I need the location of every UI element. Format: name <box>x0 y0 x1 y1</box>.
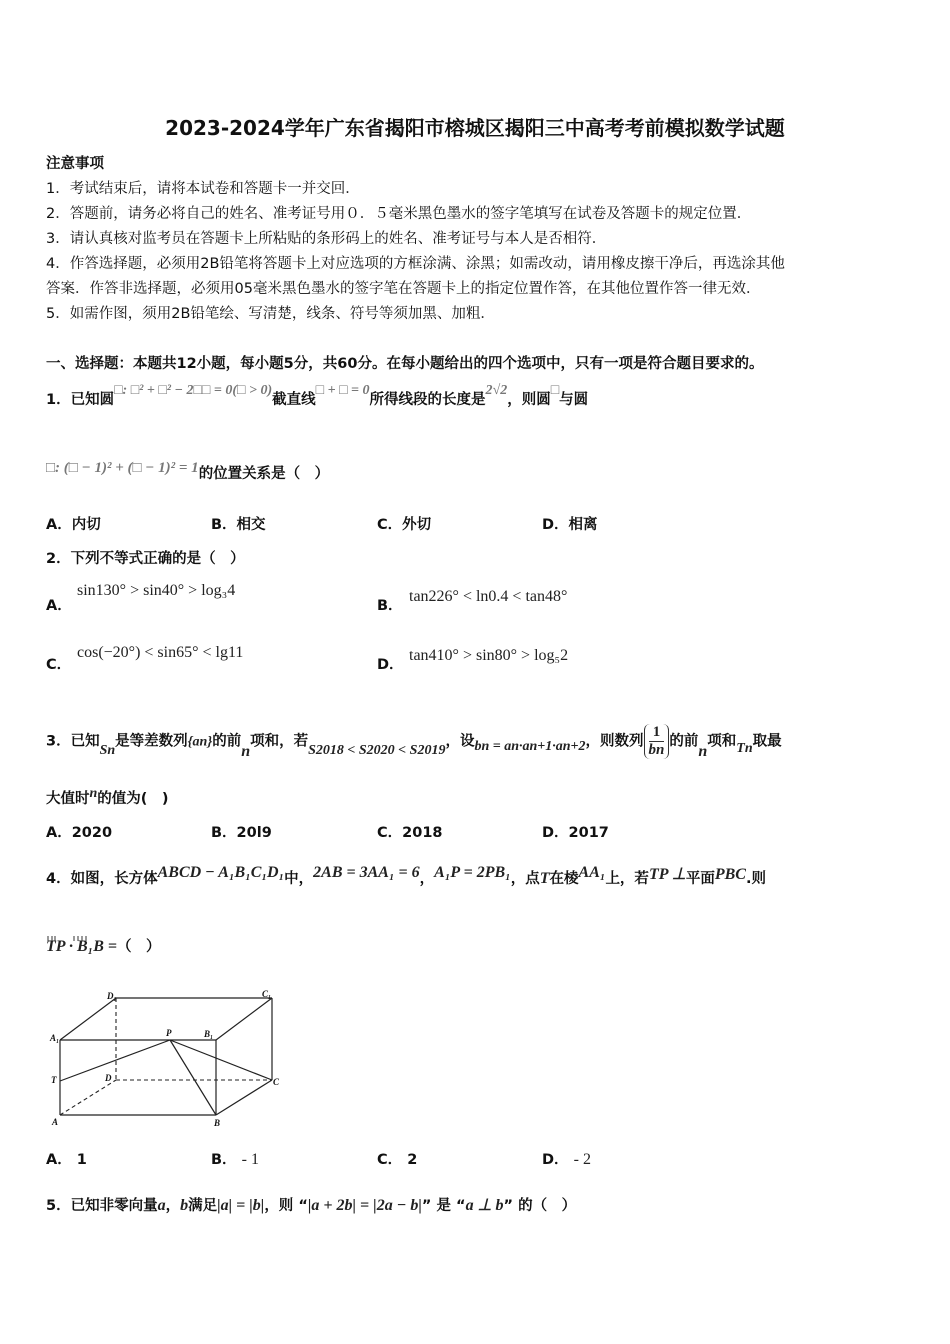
q4-a1p: A₁P = 2PB₁ <box>434 864 511 881</box>
notice-item: 3．请认真核对监考员在答题卡上所粘贴的条形码上的姓名、准考证号与本人是否相符． <box>46 231 607 247</box>
q3-sn: Sn <box>99 742 116 758</box>
label-b1: B₁ <box>204 1029 214 1039</box>
q4-ratio: 2AB = 3AA₁ = 6 <box>313 864 420 881</box>
q5-perp: a ⊥ b <box>465 1197 504 1214</box>
q1-line-eq: □ + □ = 0 <box>315 383 370 398</box>
q4-text-line2: TP · B₁B =（ ） <box>46 938 161 955</box>
q5-condition: |a + 2b| = |2a − b| <box>307 1197 422 1214</box>
q2-stem: 2．下列不等式正确的是（ ） <box>46 551 245 567</box>
q1-circle2-eq: □: (□ − 1)² + (□ − 1)² = 1 <box>46 460 199 476</box>
notice-heading: 注意事项 <box>46 156 104 172</box>
q2-option-a: sin130° > sin40° > log₃4 <box>77 582 236 599</box>
label-a: A <box>52 1117 59 1127</box>
q1-option-b: B．相交 <box>211 517 266 533</box>
notice-item: 5．如需作图，须用2B铅笔绘、写清楚，线条、符号等须加黑、加粗． <box>46 306 495 322</box>
label-c1: C₁ <box>262 989 272 999</box>
label-t: T <box>51 1075 57 1085</box>
q2-option-b-label: B． <box>377 598 403 614</box>
q3-option-b: B．20l9 <box>211 825 272 841</box>
q3-option-c: C．2018 <box>377 825 443 841</box>
q1-text: 1．已知圆□: □² + □² − 2□□ = 0(□ > 0)截直线□ + □ = 0所得线段的长度是2√2，则圆□与圆 <box>46 383 589 408</box>
q2-option-a-label: A． <box>46 598 72 614</box>
q5-text: 5．已知非零向量a，b满足|a| = |b|，则 “|a + 2b| = |2a − b|” 是 “a ⊥ b” 的（ ） <box>46 1197 577 1214</box>
q3-text: 3．已知Sn是等差数列{an}的前n项和，若S2018 < S2020 < S2019，设bn = an·an+1·an+2，则数列 $\frac{1}{bn}$ 的前n项和Tn取最 <box>46 724 782 760</box>
label-d: D <box>105 1073 112 1083</box>
q3-bn: bn = an·an+1·an+2 <box>474 738 586 754</box>
q1-option-a: A．内切 <box>46 517 101 533</box>
notice-item: 1．考试结束后，请将本试卷和答题卡一并交回． <box>46 181 360 197</box>
q4-option-a: A． 1 <box>46 1152 87 1168</box>
q3-s-ineq: S2018 < S2020 < S2019 <box>308 742 446 758</box>
q2-option-b: tan226° < ln0.4 < tan48° <box>409 588 568 605</box>
q1-option-c: C．外切 <box>377 517 432 533</box>
cuboid-figure <box>44 985 289 1130</box>
q3-an: {an} <box>187 734 213 750</box>
q3-option-d: D．2017 <box>542 825 609 841</box>
label-c: C <box>273 1077 280 1087</box>
q3-fraction: $\frac{1}{bn}$ <box>644 724 670 759</box>
q4-option-b: B． - 1 <box>211 1151 259 1168</box>
section-heading: 一、选择题：本题共12小题，每小题5分，共60分。在每小题给出的四个选项中，只有一项是符合题目要求的。 <box>46 356 764 372</box>
q5-norm-eq: |a| = |b| <box>217 1197 265 1214</box>
q4-text: 4．如图，长方体ABCD − A₁B₁C₁D₁中，2AB = 3AA₁ = 6，A₁P = 2PB₁，点T在棱AA₁上，若TP ⊥平面PBC.则 <box>46 864 766 887</box>
notice-item: 答案．作答非选择题，必须用05毫米黑色墨水的签字笔在答题卡上的指定位置作答，在其他位置作答一律无效． <box>46 281 761 297</box>
label-a1: A₁ <box>50 1033 60 1043</box>
notice-item: 2．答题前，请务必将自己的姓名、准考证号用０．５毫米黑色墨水的签字笔填写在试卷及答题卡的规定位置． <box>46 206 752 222</box>
label-b: B <box>214 1118 221 1128</box>
page-title: 2023-2024学年广东省揭阳市榕城区揭阳三中高考考前模拟数学试题 <box>165 116 785 140</box>
q4-option-c: C． 2 <box>377 1152 418 1168</box>
label-p: P <box>166 1028 172 1038</box>
q2-option-d-label: D． <box>377 657 404 673</box>
q2-option-d: tan410° > sin80° > log₅2 <box>409 647 569 664</box>
q1-length: 2√2 <box>485 383 508 398</box>
notice-item: 4．作答选择题，必须用2B铅笔将答题卡上对应选项的方框涂满、涂黑；如需改动，请用橡皮擦干净后，再选涂其他 <box>46 256 785 272</box>
label-d1: D₁ <box>107 991 117 1001</box>
q3-option-a: A．2020 <box>46 825 113 841</box>
q1-option-d: D．相离 <box>542 517 598 533</box>
q4-option-d: D． - 2 <box>542 1151 591 1168</box>
q1-text-line2: □: (□ − 1)² + (□ − 1)² = 1的位置关系是（ ） <box>46 460 330 482</box>
q2-option-c: cos(−20°) < sin65° < lg11 <box>77 644 244 661</box>
q1-circle-eq: □: □² + □² − 2□□ = 0(□ > 0) <box>114 383 273 398</box>
q3-text-line2: 大值时n的值为( ) <box>46 786 169 807</box>
q4-dot-product: TP · B₁B = <box>46 938 117 955</box>
q2-option-c-label: C． <box>46 657 72 673</box>
vector-arrows <box>46 928 108 936</box>
q4-cuboid: ABCD − A₁B₁C₁D₁ <box>157 864 285 881</box>
